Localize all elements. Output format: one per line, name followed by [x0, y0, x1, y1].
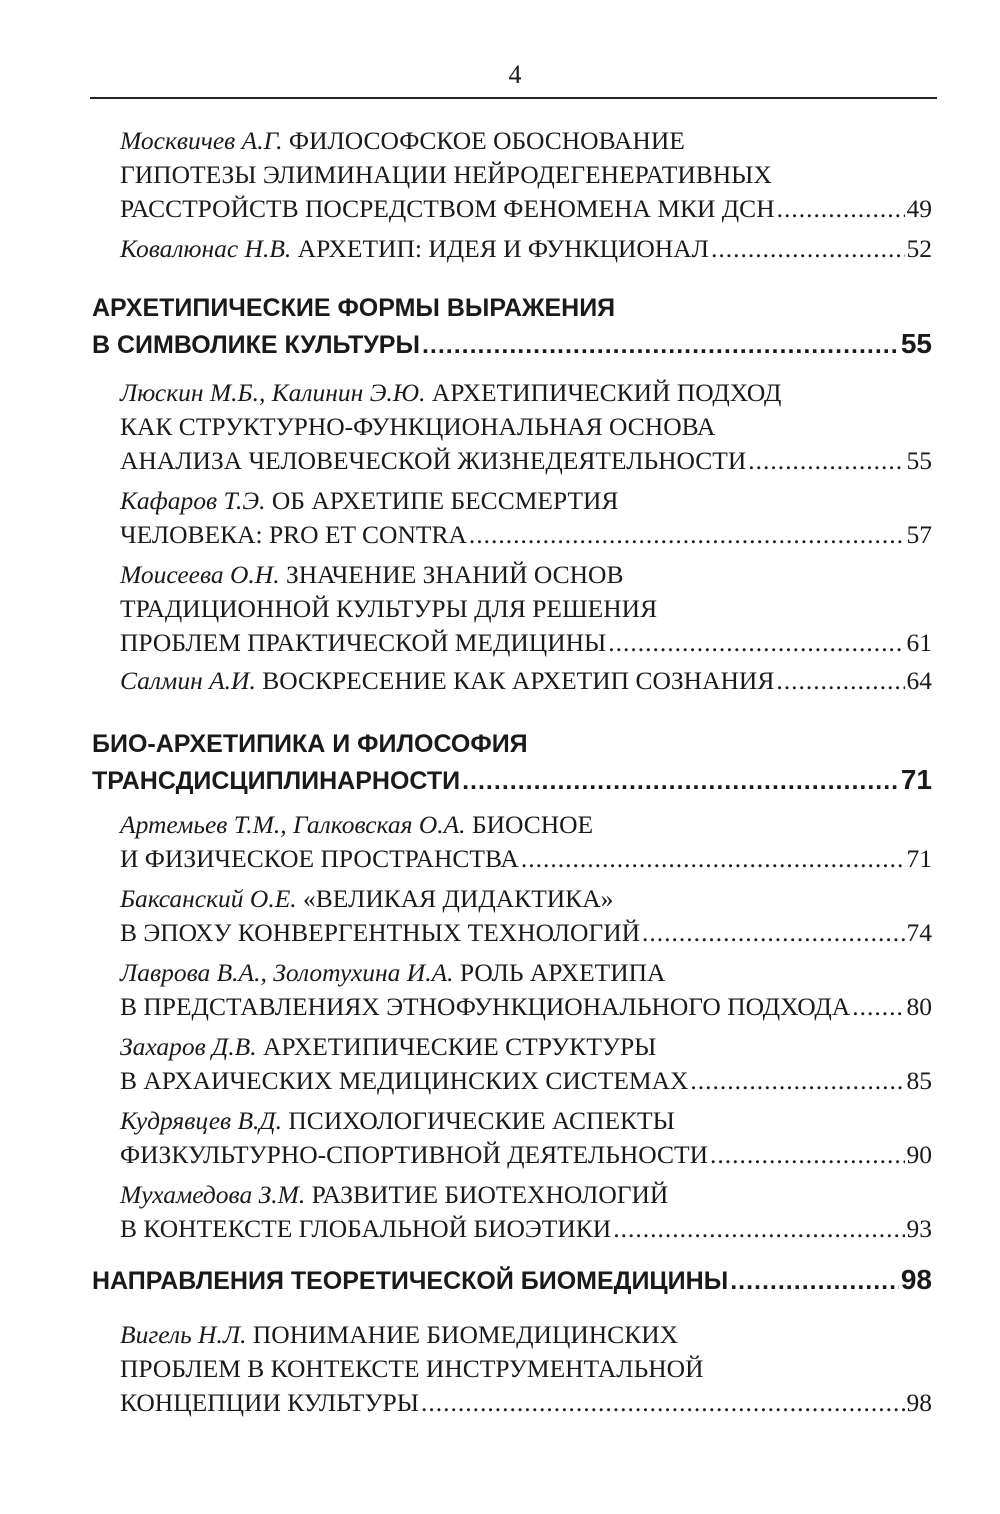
- article-title: ПРОБЛЕМ ПРАКТИЧЕСКОЙ МЕДИЦИНЫ: [120, 628, 607, 657]
- dot-leader: [521, 842, 905, 876]
- toc-line-text: [120, 1180, 668, 1209]
- author-names: Люскин М.Б., Калинин Э.Ю.: [120, 378, 426, 407]
- toc-line: [120, 1318, 932, 1352]
- page-ref: 52: [906, 234, 932, 263]
- toc-line-text: [120, 412, 715, 441]
- toc-line: [120, 592, 932, 626]
- toc-entry: [120, 1030, 932, 1098]
- toc-line-text: [92, 730, 528, 758]
- toc-line: [92, 726, 932, 762]
- dot-leader: [642, 916, 904, 950]
- toc-line-text: [120, 518, 467, 552]
- toc-line-text: [120, 810, 593, 839]
- toc-line: [120, 484, 932, 518]
- toc-entry: [120, 1318, 932, 1420]
- toc-line: [120, 518, 932, 552]
- toc-line-text: [120, 1386, 419, 1420]
- article-title: ФИЗКУЛЬТУРНО-СПОРТИВНОЙ ДЕЯТЕЛЬНОСТИ: [120, 1140, 708, 1169]
- toc-entry: [120, 956, 932, 1024]
- page-ref: 57: [906, 520, 932, 549]
- toc-line: [120, 842, 932, 876]
- author-names: Мухамедова З.М.: [120, 1180, 306, 1209]
- page-ref: 74: [906, 918, 932, 947]
- section-title: АРХЕТИПИЧЕСКИЕ ФОРМЫ ВЫРАЖЕНИЯ: [92, 294, 616, 322]
- article-title: КОНЦЕПЦИИ КУЛЬТУРЫ: [120, 1388, 419, 1417]
- article-title: ПОНИМАНИЕ БИОМЕДИЦИНСКИХ: [252, 1320, 679, 1349]
- toc-line-text: [120, 594, 657, 623]
- toc-line-text: [120, 1064, 688, 1098]
- toc-entry: [120, 808, 932, 876]
- author-names: Вигель Н.Л.: [120, 1320, 247, 1349]
- toc-line: [92, 326, 932, 363]
- dot-leader: [748, 444, 904, 478]
- toc-line: [120, 376, 932, 410]
- toc-line: [120, 192, 932, 226]
- toc-line-text: [120, 1354, 704, 1383]
- author-names: Москвичев А.Г.: [120, 126, 283, 155]
- toc-line-text: [92, 763, 460, 799]
- author-names: Артемьев Т.М., Галковская О.А.: [120, 810, 466, 839]
- dot-leader: [730, 1263, 899, 1299]
- toc-line-text: [120, 378, 781, 407]
- toc-entry: [120, 124, 932, 226]
- toc-line: [120, 990, 932, 1024]
- article-title: РАССТРОЙСТВ ПОСРЕДСТВОМ ФЕНОМЕНА МКИ ДСН: [120, 194, 775, 223]
- toc-line: [120, 956, 932, 990]
- article-title: КАК СТРУКТУРНО-ФУНКЦИОНАЛЬНАЯ ОСНОВА: [120, 412, 716, 441]
- toc-line-text: [120, 232, 709, 266]
- toc-line: [120, 558, 932, 592]
- article-title: ТРАДИЦИОННОЙ КУЛЬТУРЫ ДЛЯ РЕШЕНИЯ: [120, 594, 658, 623]
- toc-entry: [120, 484, 932, 552]
- page-ref: 61: [906, 628, 932, 657]
- toc-section-heading: [92, 726, 932, 799]
- toc-entry: [120, 882, 932, 950]
- page-ref: 80: [906, 992, 932, 1021]
- article-title: ФИЛОСОФСКОЕ ОБОСНОВАНИЕ: [288, 126, 685, 155]
- article-title: В КОНТЕКСТЕ ГЛОБАЛЬНОЙ БИОЭТИКИ: [120, 1214, 612, 1243]
- dot-leader: [613, 1212, 904, 1246]
- dot-leader: [421, 1386, 905, 1420]
- dot-leader: [777, 192, 905, 226]
- toc-line-text: [120, 884, 613, 913]
- toc-line-text: [92, 294, 615, 322]
- article-title: АРХЕТИПИЧЕСКИЙ ПОДХОД: [431, 378, 782, 407]
- article-title: АРХЕТИПИЧЕСКИЕ СТРУКТУРЫ: [262, 1032, 657, 1061]
- section-title: НАПРАВЛЕНИЯ ТЕОРЕТИЧЕСКОЙ БИОМЕДИЦИНЫ: [92, 1267, 729, 1295]
- page-ref: 55: [900, 328, 932, 359]
- toc-line: [120, 882, 932, 916]
- toc-entry: [120, 1104, 932, 1172]
- toc-line-text: [120, 1032, 656, 1061]
- toc-line-text: [92, 1263, 728, 1299]
- author-names: Баксанский О.Е.: [120, 884, 297, 913]
- toc-line-text: [120, 1320, 678, 1349]
- dot-leader: [469, 518, 905, 552]
- page-ref: 71: [900, 764, 932, 795]
- article-title: АНАЛИЗА ЧЕЛОВЕЧЕСКОЙ ЖИЗНЕДЕЯТЕЛЬНОСТИ: [120, 446, 747, 475]
- page-ref: 49: [906, 194, 932, 223]
- toc-line: [120, 916, 932, 950]
- toc-line-text: [120, 1138, 708, 1172]
- page-ref: 93: [906, 1214, 932, 1243]
- article-title: ПРОБЛЕМ В КОНТЕКСТЕ ИНСТРУМЕНТАЛЬНОЙ: [120, 1354, 704, 1383]
- toc-line-text: [120, 444, 746, 478]
- article-title: ПСИХОЛОГИЧЕСКИЕ АСПЕКТЫ: [288, 1106, 675, 1135]
- article-title: В АРХАИЧЕСКИХ МЕДИЦИНСКИХ СИСТЕМАХ: [120, 1066, 689, 1095]
- dot-leader: [776, 664, 904, 698]
- page-ref: 98: [900, 1264, 932, 1295]
- article-title: РАЗВИТИЕ БИОТЕХНОЛОГИЙ: [311, 1180, 669, 1209]
- author-names: Кудрявцев В.Д.: [120, 1106, 283, 1135]
- page-ref: 71: [906, 844, 932, 873]
- toc-line: [92, 1262, 932, 1299]
- article-title: БИОСНОЕ: [471, 810, 594, 839]
- dot-leader: [608, 626, 904, 660]
- author-names: Кафаров Т.Э.: [120, 486, 266, 515]
- article-title: АРХЕТИП: ИДЕЯ И ФУНКЦИОНАЛ: [297, 234, 709, 263]
- dot-leader: [422, 327, 899, 363]
- author-names: Ковалюнас Н.В.: [120, 234, 292, 263]
- page-ref: 64: [906, 666, 932, 695]
- toc-line: [120, 1104, 932, 1138]
- toc-line: [120, 626, 932, 660]
- toc-line: [120, 1138, 932, 1172]
- toc-line-text: [120, 1212, 611, 1246]
- article-title: И ФИЗИЧЕСКОЕ ПРОСТРАНСТВА: [120, 844, 519, 873]
- toc-line: [120, 158, 932, 192]
- article-title: «ВЕЛИКАЯ ДИДАКТИКА»: [303, 884, 614, 913]
- toc-line-text: [120, 958, 665, 987]
- toc-line-text: [120, 486, 618, 515]
- toc-line-text: [120, 126, 685, 155]
- author-names: Захаров Д.В.: [120, 1032, 257, 1061]
- toc-entry: [120, 664, 932, 698]
- toc-line: [120, 444, 932, 478]
- toc-line: [92, 762, 932, 799]
- dot-leader: [710, 1138, 905, 1172]
- toc-entry: [120, 376, 932, 478]
- toc-line: [120, 664, 932, 698]
- author-names: Салмин А.И.: [120, 666, 256, 695]
- page-ref: 90: [906, 1140, 932, 1169]
- article-title: В ЭПОХУ КОНВЕРГЕНТНЫХ ТЕХНОЛОГИЙ: [120, 918, 641, 947]
- toc-line: [92, 290, 932, 326]
- toc-section-heading: [92, 1262, 932, 1299]
- toc-line: [120, 1178, 932, 1212]
- toc-entry: [120, 558, 932, 660]
- article-title: ЧЕЛОВЕКА: PRO ET CONTRA: [120, 520, 467, 549]
- article-title: ВОСКРЕСЕНИЕ КАК АРХЕТИП СОЗНАНИЯ: [262, 666, 775, 695]
- article-title: В ПРЕДСТАВЛЕНИЯХ ЭТНОФУНКЦИОНАЛЬНОГО ПОДХОДА: [120, 992, 851, 1021]
- section-title: В СИМВОЛИКЕ КУЛЬТУРЫ: [92, 331, 420, 359]
- article-title: ЗНАЧЕНИЕ ЗНАНИЙ ОСНОВ: [285, 560, 624, 589]
- toc-line-text: [120, 664, 774, 698]
- section-title: ТРАНСДИСЦИПЛИНАРНОСТИ: [92, 767, 461, 795]
- toc-line: [120, 808, 932, 842]
- toc-line: [120, 1064, 932, 1098]
- page-ref: 98: [906, 1388, 932, 1417]
- page-number: 4: [508, 60, 522, 89]
- toc-line: [120, 124, 932, 158]
- dot-leader: [852, 990, 904, 1024]
- dot-leader: [462, 763, 899, 799]
- toc-section-heading: [92, 290, 932, 363]
- toc-line: [120, 1352, 932, 1386]
- toc-line-text: [120, 626, 606, 660]
- toc-line-text: [120, 916, 640, 950]
- article-title: РОЛЬ АРХЕТИПА: [459, 958, 666, 987]
- page-ref: 85: [906, 1066, 932, 1095]
- toc-entry: [120, 1178, 932, 1246]
- article-title: ГИПОТЕЗЫ ЭЛИМИНАЦИИ НЕЙРОДЕГЕНЕРАТИВНЫХ: [120, 160, 772, 189]
- toc-line-text: [120, 192, 775, 226]
- toc-entry: [120, 232, 932, 266]
- article-title: ОБ АРХЕТИПЕ БЕССМЕРТИЯ: [271, 486, 619, 515]
- toc-line: [120, 1386, 932, 1420]
- toc-line: [120, 410, 932, 444]
- toc-line-text: [120, 842, 519, 876]
- page-ref: 55: [906, 446, 932, 475]
- toc-line-text: [120, 1106, 675, 1135]
- dot-leader: [711, 232, 905, 266]
- toc-line: [120, 232, 932, 266]
- toc-line-text: [120, 990, 850, 1024]
- author-names: Лаврова В.А., Золотухина И.А.: [120, 958, 454, 987]
- toc-line-text: [120, 160, 772, 189]
- author-names: Моисеева О.Н.: [120, 560, 280, 589]
- toc-line-text: [92, 327, 420, 363]
- toc-line-text: [120, 560, 623, 589]
- toc-line: [120, 1212, 932, 1246]
- section-title: БИО-АРХЕТИПИКА И ФИЛОСОФИЯ: [92, 730, 528, 758]
- dot-leader: [690, 1064, 904, 1098]
- toc-line: [120, 1030, 932, 1064]
